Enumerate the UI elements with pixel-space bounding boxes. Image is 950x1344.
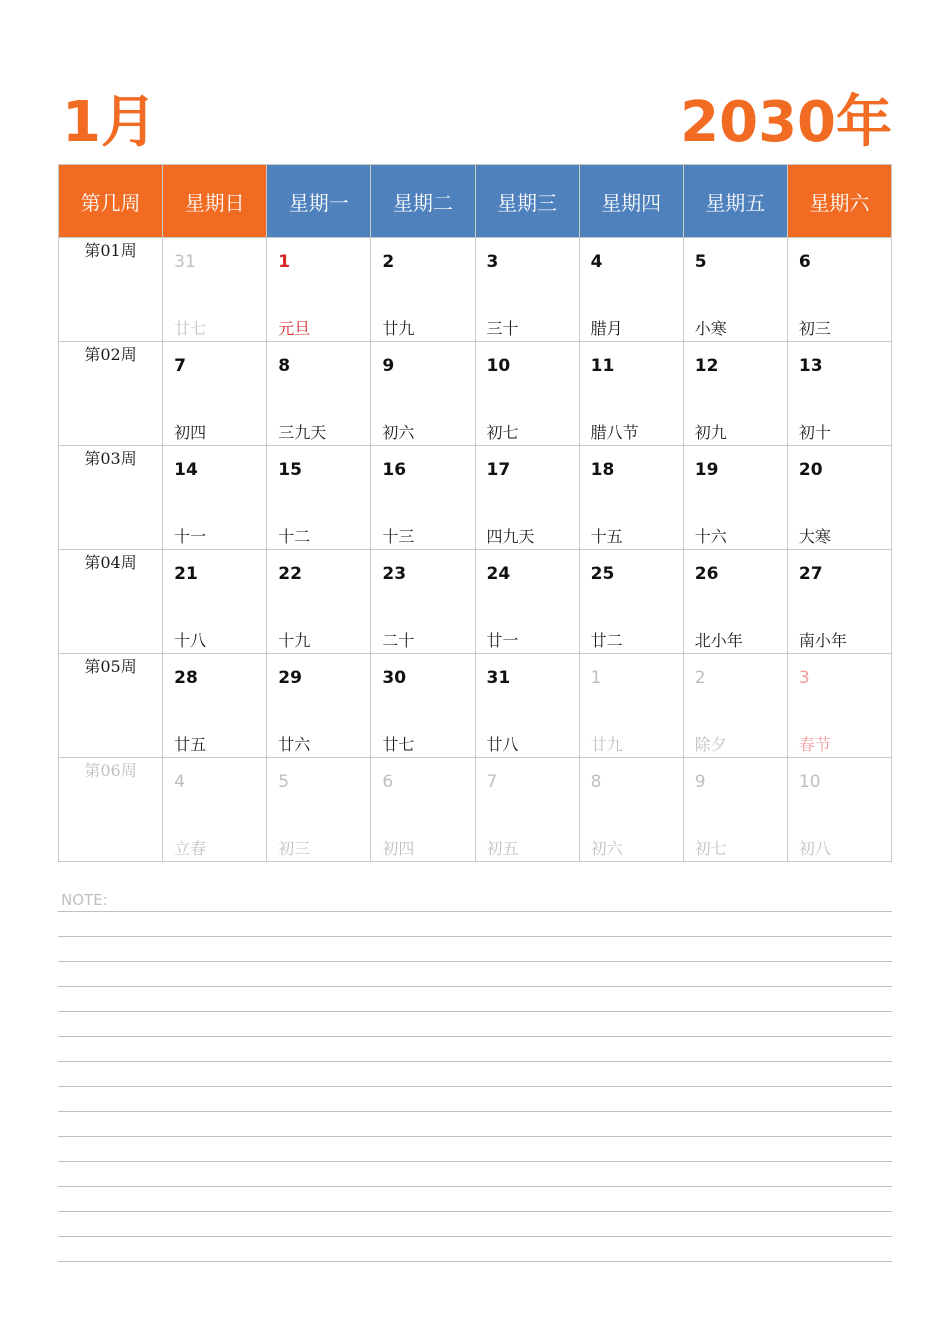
lunar-date: 廿五	[174, 735, 207, 754]
day-cell[interactable]	[267, 550, 371, 654]
day-number: 7	[486, 772, 498, 792]
day-number: 27	[798, 564, 823, 584]
day-cell[interactable]	[371, 446, 475, 550]
day-cell[interactable]	[371, 550, 475, 654]
day-cell[interactable]	[163, 550, 267, 654]
note-line[interactable]	[58, 1087, 892, 1112]
lunar-date: 除夕	[694, 735, 727, 754]
day-cell[interactable]	[371, 342, 475, 446]
day-number: 4	[590, 252, 603, 272]
lunar-date: 十八	[174, 631, 207, 650]
day-cell[interactable]	[787, 446, 891, 550]
lunar-date: 初六	[382, 423, 415, 442]
day-cell[interactable]	[163, 654, 267, 758]
note-line[interactable]	[58, 987, 892, 1012]
note-line[interactable]	[58, 1037, 892, 1062]
lunar-date: 廿六	[278, 735, 311, 754]
day-number: 1	[590, 668, 602, 688]
day-number: 25	[590, 564, 615, 584]
day-cell[interactable]	[371, 758, 475, 862]
day-cell[interactable]	[787, 654, 891, 758]
lunar-date: 初四	[382, 839, 415, 858]
header-friday: 星期五	[683, 165, 787, 238]
day-cell[interactable]	[163, 238, 267, 342]
day-number: 9	[694, 772, 706, 792]
week-row	[59, 654, 892, 758]
note-line[interactable]	[58, 1062, 892, 1087]
lunar-date: 春节	[798, 735, 831, 754]
note-line[interactable]	[58, 1187, 892, 1212]
header-sunday: 星期日	[163, 165, 267, 238]
day-cell[interactable]	[371, 238, 475, 342]
week-row	[59, 550, 892, 654]
week-row	[59, 238, 892, 342]
day-cell[interactable]	[579, 758, 683, 862]
day-number: 3	[798, 668, 810, 688]
note-line[interactable]	[58, 1012, 892, 1037]
day-number: 22	[278, 564, 302, 584]
note-line[interactable]	[58, 1212, 892, 1237]
day-number: 31	[174, 252, 196, 272]
week-label: 第04周	[59, 550, 163, 654]
day-number: 26	[694, 564, 719, 584]
day-number: 3	[486, 252, 499, 272]
week-label: 第02周	[59, 342, 163, 446]
day-number: 11	[590, 356, 615, 376]
day-cell[interactable]	[475, 446, 579, 550]
day-cell[interactable]	[787, 758, 891, 862]
week-label: 第01周	[59, 238, 163, 342]
day-number: 12	[694, 356, 719, 376]
day-cell[interactable]	[787, 342, 891, 446]
day-cell[interactable]	[683, 238, 787, 342]
day-number: 13	[798, 356, 823, 376]
day-number: 17	[486, 460, 511, 480]
day-cell[interactable]	[267, 758, 371, 862]
day-number: 28	[174, 668, 198, 688]
day-cell[interactable]	[475, 654, 579, 758]
day-cell[interactable]	[475, 758, 579, 862]
day-number: 7	[174, 356, 186, 376]
lunar-date: 初七	[486, 423, 519, 442]
header-thursday: 星期四	[579, 165, 683, 238]
lunar-date: 南小年	[798, 631, 847, 650]
day-cell[interactable]	[267, 238, 371, 342]
lunar-date: 初三	[278, 839, 311, 858]
note-line[interactable]	[58, 1137, 892, 1162]
calendar-table	[58, 164, 892, 862]
week-label: 第03周	[59, 446, 163, 550]
lunar-date: 二十	[382, 631, 415, 650]
day-number: 5	[694, 252, 707, 272]
lunar-date: 初五	[486, 839, 519, 858]
day-cell[interactable]	[579, 654, 683, 758]
day-number: 21	[174, 564, 198, 584]
day-number: 8	[590, 772, 602, 792]
lunar-date: 北小年	[694, 631, 743, 650]
week-row	[59, 446, 892, 550]
day-cell[interactable]	[787, 550, 891, 654]
lunar-date: 十六	[694, 527, 727, 546]
day-number: 5	[278, 772, 290, 792]
lunar-date: 廿一	[486, 631, 519, 650]
day-number: 2	[694, 668, 706, 688]
day-cell[interactable]	[475, 342, 579, 446]
day-number: 20	[798, 460, 823, 480]
lunar-date: 初六	[590, 839, 623, 858]
lunar-date: 十三	[382, 527, 415, 546]
day-cell[interactable]	[579, 550, 683, 654]
lunar-date: 大寒	[798, 527, 831, 546]
day-number: 16	[382, 460, 407, 480]
day-cell[interactable]	[267, 654, 371, 758]
note-line[interactable]	[58, 962, 892, 987]
day-cell[interactable]	[787, 238, 891, 342]
day-number: 10	[798, 772, 821, 792]
year-title: 2030年	[680, 90, 892, 155]
lunar-date: 廿八	[486, 735, 519, 754]
day-number: 6	[798, 252, 811, 272]
day-cell[interactable]	[683, 446, 787, 550]
lunar-date: 廿九	[590, 735, 623, 754]
lunar-date: 初四	[174, 423, 207, 442]
lunar-date: 初八	[798, 839, 831, 858]
header-week-number: 第几周	[59, 165, 163, 238]
day-cell[interactable]	[683, 550, 787, 654]
day-number: 30	[382, 668, 407, 688]
note-line[interactable]	[58, 937, 892, 962]
note-label: NOTE:	[58, 889, 892, 912]
week-label: 第05周	[59, 654, 163, 758]
lunar-date: 十九	[278, 631, 311, 650]
day-number: 18	[590, 460, 615, 480]
day-number: 9	[382, 356, 395, 376]
lunar-date: 立春	[174, 839, 207, 858]
day-cell[interactable]	[579, 238, 683, 342]
note-line[interactable]	[58, 912, 892, 937]
day-number: 24	[486, 564, 511, 584]
lunar-date: 廿九	[382, 319, 415, 338]
lunar-date: 腊月	[590, 319, 623, 338]
lunar-date: 廿七	[174, 319, 207, 338]
lunar-date: 廿七	[382, 735, 415, 754]
weekday-header-row	[59, 165, 892, 238]
lunar-date: 初三	[798, 319, 831, 338]
day-number: 2	[382, 252, 395, 272]
day-cell[interactable]	[267, 446, 371, 550]
lunar-date: 三九天	[278, 423, 327, 442]
day-cell[interactable]	[163, 446, 267, 550]
day-number: 29	[278, 668, 302, 688]
day-number: 6	[382, 772, 394, 792]
day-number: 10	[486, 356, 511, 376]
day-cell[interactable]	[267, 342, 371, 446]
day-number: 1	[278, 252, 291, 272]
day-cell[interactable]	[683, 342, 787, 446]
lunar-date: 腊八节	[590, 423, 639, 442]
calendar-body	[59, 238, 892, 862]
day-number: 4	[174, 772, 185, 792]
header-saturday: 星期六	[787, 165, 891, 238]
lunar-date: 初七	[694, 839, 727, 858]
day-cell[interactable]	[475, 550, 579, 654]
note-line[interactable]	[58, 1237, 892, 1262]
week-row	[59, 342, 892, 446]
lunar-date: 廿二	[590, 631, 623, 650]
day-cell[interactable]	[475, 238, 579, 342]
title-row	[58, 88, 892, 158]
day-number: 8	[278, 356, 291, 376]
lunar-date: 初九	[694, 423, 727, 442]
header-monday: 星期一	[267, 165, 371, 238]
lunar-date: 十五	[590, 527, 623, 546]
day-cell[interactable]	[579, 342, 683, 446]
week-row	[59, 758, 892, 862]
week-label: 第06周	[59, 758, 163, 862]
day-cell[interactable]	[163, 342, 267, 446]
notes-section	[58, 889, 892, 1262]
header-tuesday: 星期二	[371, 165, 475, 238]
lunar-date: 三十	[486, 319, 519, 338]
header-wednesday: 星期三	[475, 165, 579, 238]
day-cell[interactable]	[163, 758, 267, 862]
day-number: 23	[382, 564, 407, 584]
lunar-date: 元旦	[278, 319, 311, 338]
lunar-date: 初十	[798, 423, 831, 442]
lunar-date: 十一	[174, 527, 207, 546]
lunar-date: 小寒	[694, 319, 727, 338]
day-cell[interactable]	[579, 446, 683, 550]
lunar-date: 十二	[278, 527, 311, 546]
day-cell[interactable]	[683, 758, 787, 862]
day-cell[interactable]	[683, 654, 787, 758]
note-line[interactable]	[58, 1112, 892, 1137]
note-lines	[58, 912, 892, 1262]
lunar-date: 四九天	[486, 527, 535, 546]
day-cell[interactable]	[371, 654, 475, 758]
day-number: 19	[694, 460, 719, 480]
day-number: 15	[278, 460, 302, 480]
day-number: 31	[486, 668, 511, 688]
month-title: 1月	[62, 90, 157, 155]
day-number: 14	[174, 460, 198, 480]
note-line[interactable]	[58, 1162, 892, 1187]
